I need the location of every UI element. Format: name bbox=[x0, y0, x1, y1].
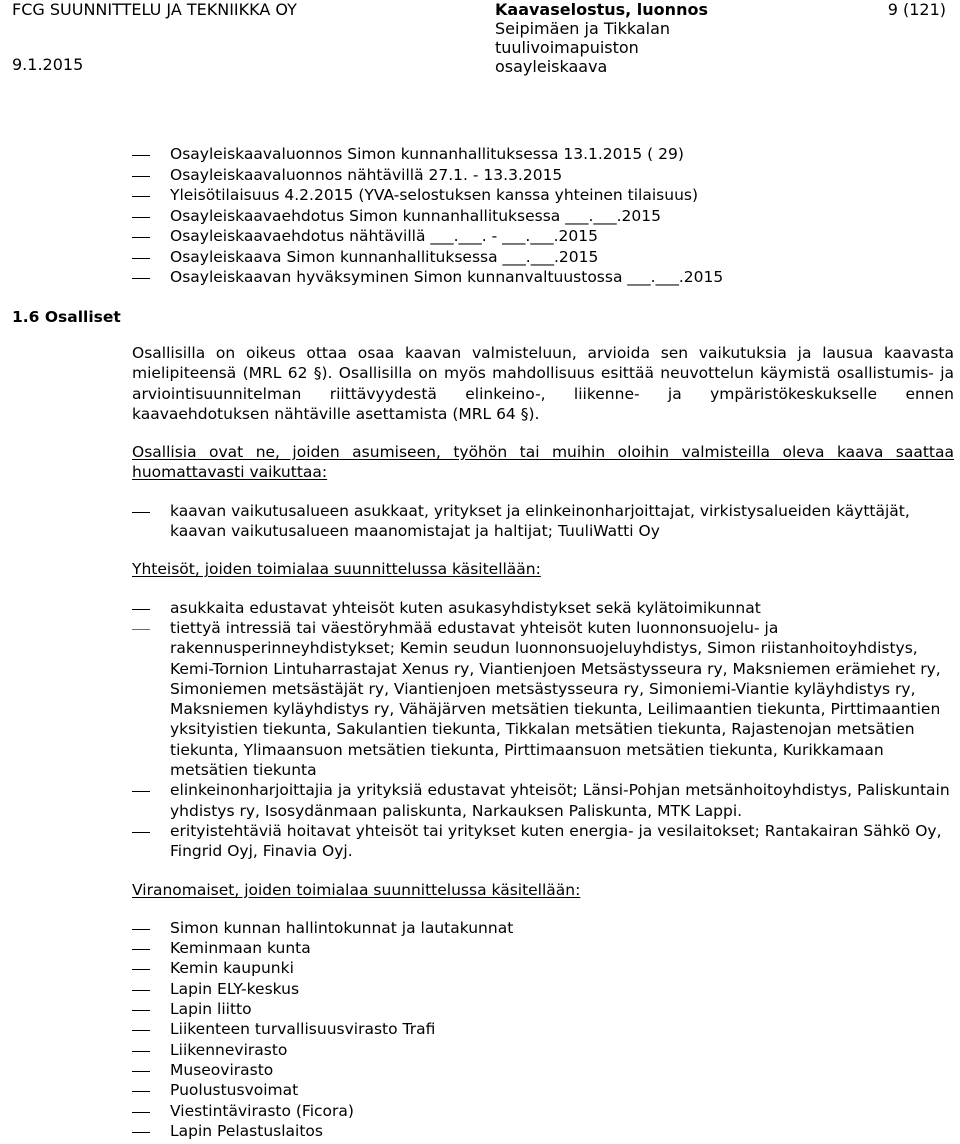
doc-subtitle-1: Seipimäen ja Tikkalan bbox=[495, 19, 671, 38]
schedule-list bbox=[132, 144, 952, 288]
list-item: tiettyä intressiä tai väestöryhmää edustavat yhteisöt kuten luonnonsuojelu- ja rakennusperinneyhdistykset; Kemin seudun luonnonsuojeluyhdistys, Simon riistanhoitoyhdistys, Kemi-Tornion Lintuharrastajat Xenus ry, Viantienjoen Metsästysseura ry, Maksniemen erämiehet ry, Simoniemen metsästäjät ry, Viantienjoen metsästysseura ry, Simoniemi-Viantie kyläyhdistys ry, Maksniemen kyläyhdistys ry, Vähäjärven metsätien tiekunta, Leilimaantien tiekunta, Pirttimaantien yksityistien tiekunta, Sakulantien tiekunta, Tikkalan metsätien tiekunta, Rajastenojan metsätien tiekunta, Ylimaansuon metsätien tiekunta, Pirttimaansuon metsätien tiekunta, Kurikkamaan metsätien tiekunta bbox=[132, 618, 954, 780]
yhteisot-heading: Yhteisöt, joiden toimialaa suunnittelussa käsitellään: bbox=[132, 560, 541, 579]
list-item: Osayleiskaavaehdotus nähtävillä ___.___. - ___.___.2015 bbox=[132, 226, 952, 247]
list-item: Lapin Pelastuslaitos bbox=[132, 1121, 954, 1141]
doc-title-block bbox=[495, 0, 708, 76]
doc-subtitle-2: tuulivoimapuiston bbox=[495, 38, 639, 57]
yhteisot-list bbox=[132, 598, 954, 862]
list-item: Museovirasto bbox=[132, 1060, 954, 1080]
list-item: Lapin ELY-keskus bbox=[132, 979, 954, 999]
page-number: 9 (121) bbox=[887, 0, 946, 19]
list-item: Kemin kaupunki bbox=[132, 958, 954, 978]
header-date: 9.1.2015 bbox=[12, 55, 84, 74]
doc-subtitle-3: osayleiskaava bbox=[495, 57, 608, 76]
list-item: Osayleiskaavaehdotus Simon kunnanhallituksessa ___.___.2015 bbox=[132, 206, 952, 227]
list-item: kaavan vaikutusalueen asukkaat, yritykset ja elinkeinonharjoittajat, virkistysalueiden käyttäjät, kaavan vaikutusalueen maanomistajat ja haltijat; TuuliWatti Oy bbox=[132, 501, 954, 542]
list-item: Viestintävirasto (Ficora) bbox=[132, 1101, 954, 1121]
list-item: Keminmaan kunta bbox=[132, 938, 954, 958]
section-body bbox=[132, 343, 954, 1141]
osalliset-list bbox=[132, 501, 954, 542]
list-item: asukkaita edustavat yhteisöt kuten asukasyhdistykset sekä kylätoimikunnat bbox=[132, 598, 954, 618]
list-item: Puolustusvoimat bbox=[132, 1080, 954, 1100]
section-heading: 1.6 Osalliset bbox=[12, 308, 121, 326]
list-item: Liikenteen turvallisuusvirasto Trafi bbox=[132, 1019, 954, 1039]
list-item: elinkeinonharjoittajia ja yrityksiä edustavat yhteisöt; Länsi-Pohjan metsänhoitoyhdistys, Paliskuntain yhdistys ry, Isosydänmaan paliskunta, Narkauksen Paliskunta, MTK Lappi. bbox=[132, 780, 954, 821]
list-item: Simon kunnan hallintokunnat ja lautakunnat bbox=[132, 918, 954, 938]
viranomaiset-list bbox=[132, 918, 954, 1141]
viranomaiset-heading: Viranomaiset, joiden toimialaa suunnittelussa käsitellään: bbox=[132, 880, 581, 899]
list-item: Osayleiskaavaluonnos Simon kunnanhallituksessa 13.1.2015 ( 29) bbox=[132, 144, 952, 165]
doc-title: Kaavaselostus, luonnos bbox=[495, 0, 708, 19]
list-item: Lapin liitto bbox=[132, 999, 954, 1019]
list-item: Osayleiskaavaluonnos nähtävillä 27.1. - 13.3.2015 bbox=[132, 165, 952, 186]
list-item: erityistehtäviä hoitavat yhteisöt tai yritykset kuten energia- ja vesilaitokset; Rantakairan Sähkö Oy, Fingrid Oyj, Finavia Oyj. bbox=[132, 821, 954, 862]
org-name: FCG SUUNNITTELU JA TEKNIIKKA OY bbox=[12, 0, 297, 19]
page-header bbox=[0, 0, 960, 80]
list-item: Liikennevirasto bbox=[132, 1040, 954, 1060]
intro-paragraph: Osallisilla on oikeus ottaa osaa kaavan valmisteluun, arvioida sen vaikutuksia ja lausua kaavasta mielipiteensä (MRL 62 §). Osallisilla on myös mahdollisuus esittää neuvottelun käymistä osallistumis- ja arviointisuunnitelman riittävyydestä elinkeino-, liikenne- ja ympäristökeskukselle ennen kaavaehdotuksen nähtäville asettamista (MRL 64 §). bbox=[132, 344, 954, 423]
list-item: Yleisötilaisuus 4.2.2015 (YVA-selostuksen kanssa yhteinen tilaisuus) bbox=[132, 185, 952, 206]
osalliset-heading: Osallisia ovat ne, joiden asumiseen, työhön tai muihin oloihin valmisteilla oleva kaava saattaa huomattavasti vaikuttaa: bbox=[132, 443, 954, 482]
list-item: Osayleiskaavan hyväksyminen Simon kunnanvaltuustossa ___.___.2015 bbox=[132, 267, 952, 288]
list-item: Osayleiskaava Simon kunnanhallituksessa ___.___.2015 bbox=[132, 247, 952, 268]
